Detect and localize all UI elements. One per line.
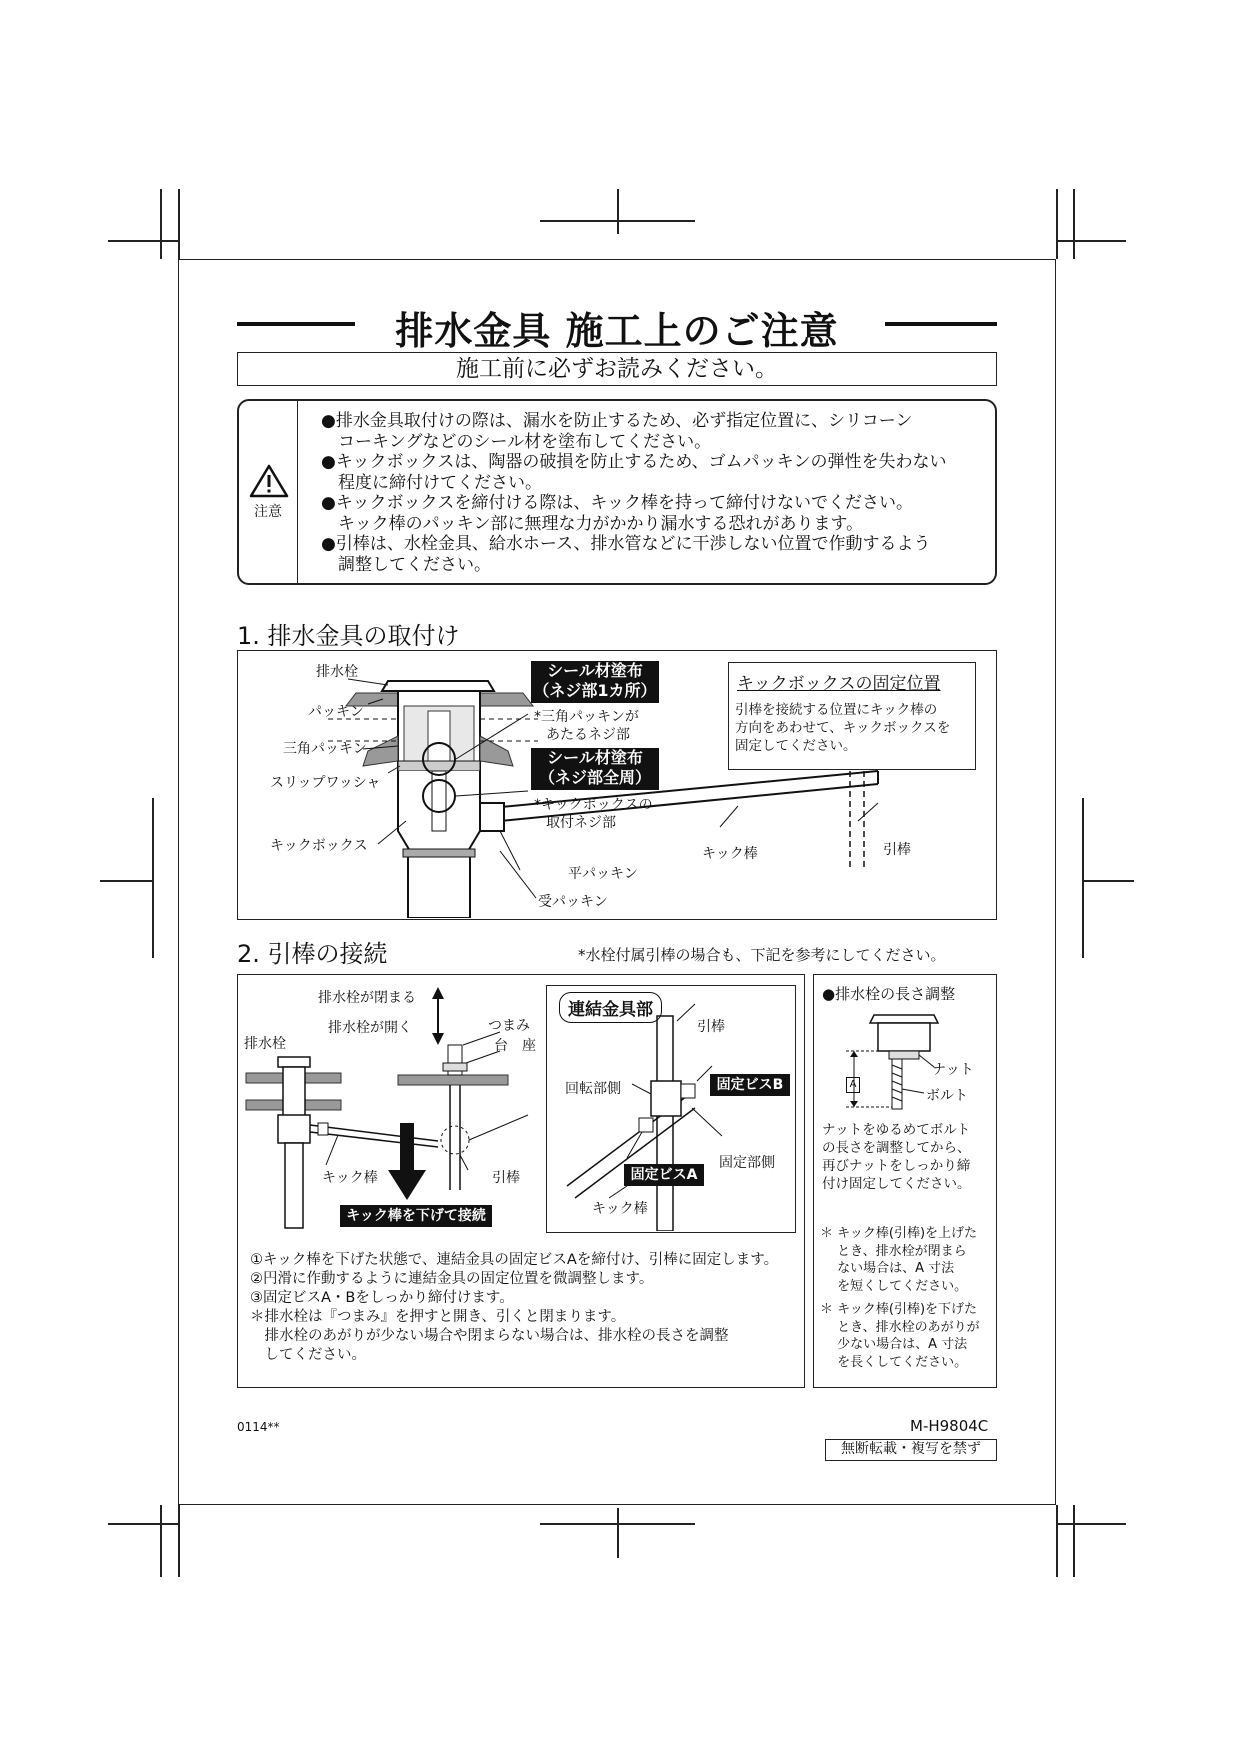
label-kickbou: キック棒 [702, 846, 758, 862]
seal-callout-1: シール材塗布 （ネジ部1カ所） [531, 661, 659, 703]
step-line: ③固定ビスA・Bをしっかり締付けます。 [250, 1290, 514, 1306]
label-hikibou-2: 引棒 [492, 1170, 520, 1186]
label-packing: パッキン [308, 704, 364, 720]
footer-code-right: M-H9804C [910, 1417, 989, 1435]
label-nut: ナット [932, 1062, 974, 1078]
section2-panel [237, 974, 805, 1388]
step-line: してください。 [250, 1347, 366, 1363]
length-desc: ナットをゆるめてボルト の長さを調整してから、 再びナットをしっかり締 付け固定してください。 [822, 1122, 971, 1192]
connection-steps [250, 1251, 778, 1365]
label-slip-washer: スリップワッシャ [270, 775, 381, 791]
seal-callout-2: シール材塗布 （ネジ部全周） [531, 748, 659, 790]
step-line: ②円滑に作動するように連結金具の固定位置を微調整します。 [250, 1271, 654, 1287]
label-bise-a: 固定ビスA [624, 1164, 704, 1186]
step-line: ①キック棒を下げた状態で、連結金具の固定ビスAを締付け、引棒に固定します。 [250, 1252, 779, 1268]
length-title: ●排水栓の長さ調整 [822, 985, 956, 1003]
label-hira-packing: 平パッキン [568, 866, 638, 882]
label-kaiten: 回転部側 [565, 1081, 621, 1097]
label-kickbox: キックボックス [270, 838, 368, 854]
section1-title: 1. 排水金具の取付け [237, 622, 460, 650]
label-haisuisen-2: 排水栓 [244, 1036, 286, 1052]
length-note-2: ＊ キック棒(引棒)を下げた とき、排水栓のあがりが 少ない場合は、A 寸法 を長くしてください。 [820, 1302, 980, 1370]
caution-line: ●キックボックスは、陶器の破損を防止するため、ゴムパッキンの弾性を失わない [321, 452, 947, 472]
length-note-1: ＊ キック棒(引棒)を上げた とき、排水栓が閉まら ない場合は、A 寸法 を短くしてください。 [820, 1226, 978, 1294]
action-label: キック棒を下げて接続 [340, 1205, 492, 1227]
caution-line: ●キックボックスを締付ける際は、キック棒を持って締付けないでください。 [321, 493, 913, 513]
kickbox-fix-text: 引棒を接続する位置にキック棒の 方向をあわせて、キックボックスを 固定してください。 [735, 702, 951, 754]
label-daiza: 台 座 [494, 1038, 536, 1054]
kickbox-fix-box [728, 662, 976, 770]
label-sankaku-packing: 三角パッキン [283, 741, 367, 757]
joint-title: 連結金具部 [559, 992, 662, 1023]
a-mark: A [846, 1077, 860, 1093]
footer-notice: 無断転載・複写を禁ず [825, 1439, 997, 1461]
seal-note-2a: *キックボックスの [534, 797, 653, 813]
caution-line: 程度に締付けてください。 [321, 472, 542, 493]
caution-line: 調整してください。 [321, 554, 491, 575]
label-uke-packing: 受パッキン [538, 894, 608, 910]
section2-title: 2. 引棒の接続 [237, 940, 388, 968]
label-closes: 排水栓が閉まる [318, 990, 416, 1006]
section1-panel [237, 650, 997, 920]
label-hikibou: 引棒 [883, 842, 911, 858]
subtitle: 施工前に必ずお読みください。 [237, 352, 997, 386]
seal-note-2b: 取付ネジ部 [546, 815, 616, 831]
label-kotei: 固定部側 [719, 1155, 775, 1171]
joint-detail-box [546, 985, 796, 1233]
caution-label: 注意 [254, 504, 282, 520]
seal-note-1b: あたるネジ部 [546, 727, 630, 743]
caution-line: キック棒のパッキン部に無理な力がかかり漏水する恐れがあります。 [321, 513, 864, 534]
step-line: ＊排水栓は『つまみ』を押すと開き、引くと閉まります。 [250, 1309, 626, 1325]
length-adjust-panel [813, 974, 997, 1388]
label-bise-b: 固定ビスB [710, 1074, 790, 1096]
title-row [237, 300, 997, 353]
footer-code-left: 0114** [237, 1420, 280, 1434]
caution-line: ●引棒は、水栓金具、給水ホース、排水管などに干渉しない位置で作動するよう [321, 534, 931, 554]
warning-icon [249, 463, 289, 499]
caution-list [321, 411, 946, 575]
label-bolt: ボルト [926, 1088, 968, 1104]
caution-icon-cell [239, 401, 298, 583]
label-kickbou-2: キック棒 [322, 1170, 378, 1186]
kickbox-fix-title: キックボックスの固定位置 [737, 674, 941, 694]
caution-line: コーキングなどのシール材を塗布してください。 [321, 431, 712, 452]
caution-line: ●排水金具取付けの際は、漏水を防止するため、必ず指定位置に、シリコーン [321, 411, 913, 431]
label-opens: 排水栓が開く [328, 1020, 412, 1036]
seal-note-1a: *三角パッキンが [534, 709, 639, 725]
step-line: 排水栓のあがりが少ない場合や閉まらない場合は、排水栓の長さを調整 [250, 1328, 729, 1344]
page-title: 排水金具 施工上のご注意 [395, 309, 839, 353]
label-j-hikibou: 引棒 [697, 1019, 725, 1035]
label-tsumami: つまみ [488, 1018, 530, 1034]
label-haisuisen: 排水栓 [316, 664, 358, 680]
section2-ref-note: *水栓付属引棒の場合も、下記を参考にしてください。 [578, 946, 946, 964]
label-j-kickbou: キック棒 [592, 1201, 648, 1217]
caution-box [237, 399, 997, 585]
